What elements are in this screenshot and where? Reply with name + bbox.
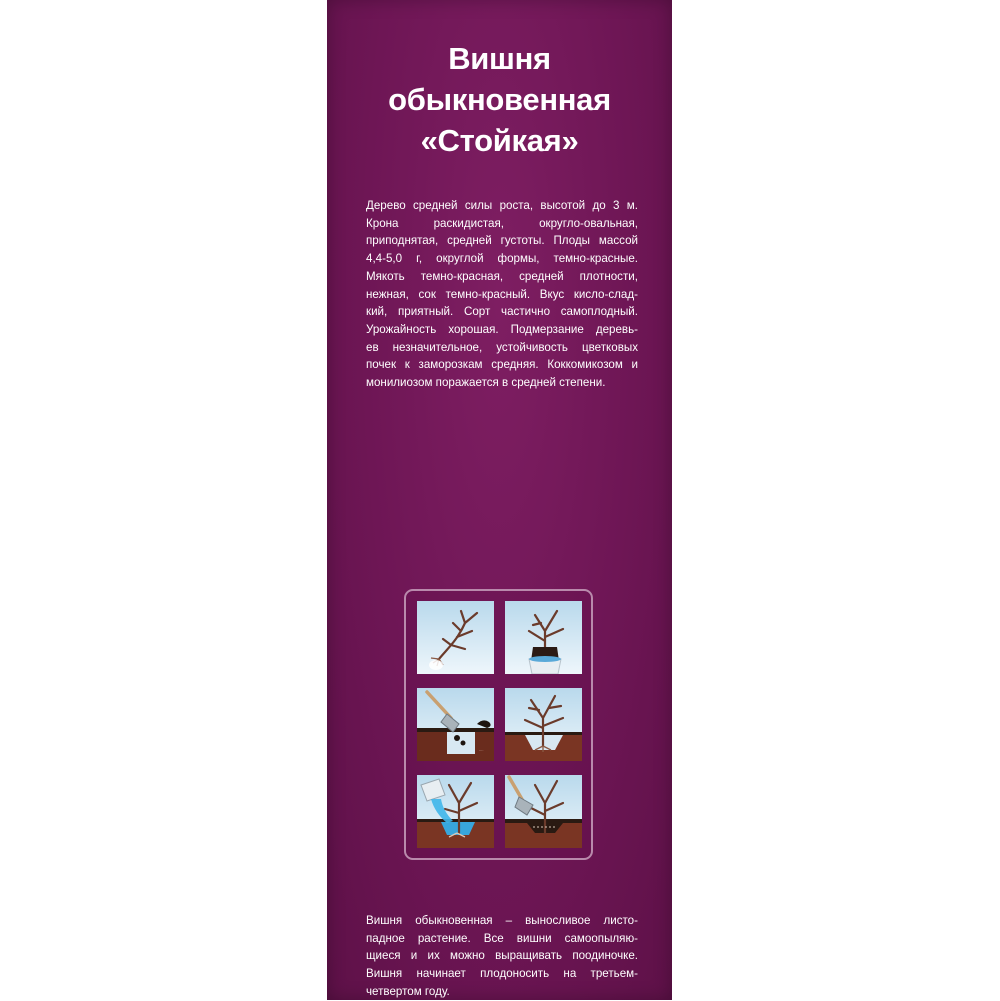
- description-line: почек к заморозкам средняя. Коккомикозом и: [366, 358, 638, 372]
- planting-step-2: [505, 601, 582, 674]
- title-line-3: «Стойкая»: [420, 123, 579, 158]
- description-line: Дерево средней силы роста, высотой до 3 м.: [366, 199, 638, 212]
- info-line: Вишня обыкновенная – выносливое листо-: [366, 914, 638, 927]
- description-line: Крона раскидистая, округло-овальная,: [366, 216, 638, 230]
- description-line: приподнятая, средней густоты. Плоды массой: [366, 234, 638, 248]
- product-label-panel: [327, 0, 672, 1000]
- watering-can-icon: [417, 775, 494, 848]
- shovel-digging-hole-icon: [417, 688, 494, 761]
- title-line-2: обыкновенная: [388, 82, 611, 117]
- planting-step-6: [505, 775, 582, 848]
- seedling-in-hole-icon: [505, 688, 582, 761]
- description-line: Урожайность хорошая. Подмерзание деревь-: [366, 322, 638, 336]
- svg-text:....: ....: [479, 747, 484, 752]
- description-line: нежная, сок темно-красный. Вкус кисло-слад-: [366, 287, 638, 301]
- seedling-bare-root-icon: [417, 601, 494, 674]
- title-line-1: Вишня: [448, 41, 551, 76]
- planting-step-3: [417, 688, 494, 761]
- description-line: ев незначительное, устойчивость цветковых: [366, 340, 638, 354]
- general-info-text: [366, 912, 638, 1001]
- planting-step-5: [417, 775, 494, 848]
- info-line: падное растение. Все вишни самоопыляю-: [366, 931, 638, 945]
- shovel-backfill-icon: [505, 775, 582, 848]
- info-line: четвертом году.: [366, 984, 450, 998]
- description-line: кий, приятный. Сорт частично самоплодный.: [366, 305, 638, 319]
- description-line: монилиозом поражается в средней степени.: [366, 376, 606, 390]
- info-line: Вишня начинает плодоносить на третьем-: [366, 967, 638, 981]
- seedling-in-water-bucket-icon: [505, 601, 582, 674]
- description-line: Мякоть темно-красная, средней плотности,: [366, 269, 638, 283]
- info-line: щиеся и их можно выращивать поодиночке.: [366, 949, 638, 963]
- planting-step-1: [417, 601, 494, 674]
- planting-steps-frame: [404, 589, 593, 860]
- product-title: [327, 38, 672, 161]
- variety-description: [366, 197, 638, 392]
- description-line: 4,4-5,0 г, округлой формы, темно-красные.: [366, 252, 638, 266]
- planting-step-4: [505, 688, 582, 761]
